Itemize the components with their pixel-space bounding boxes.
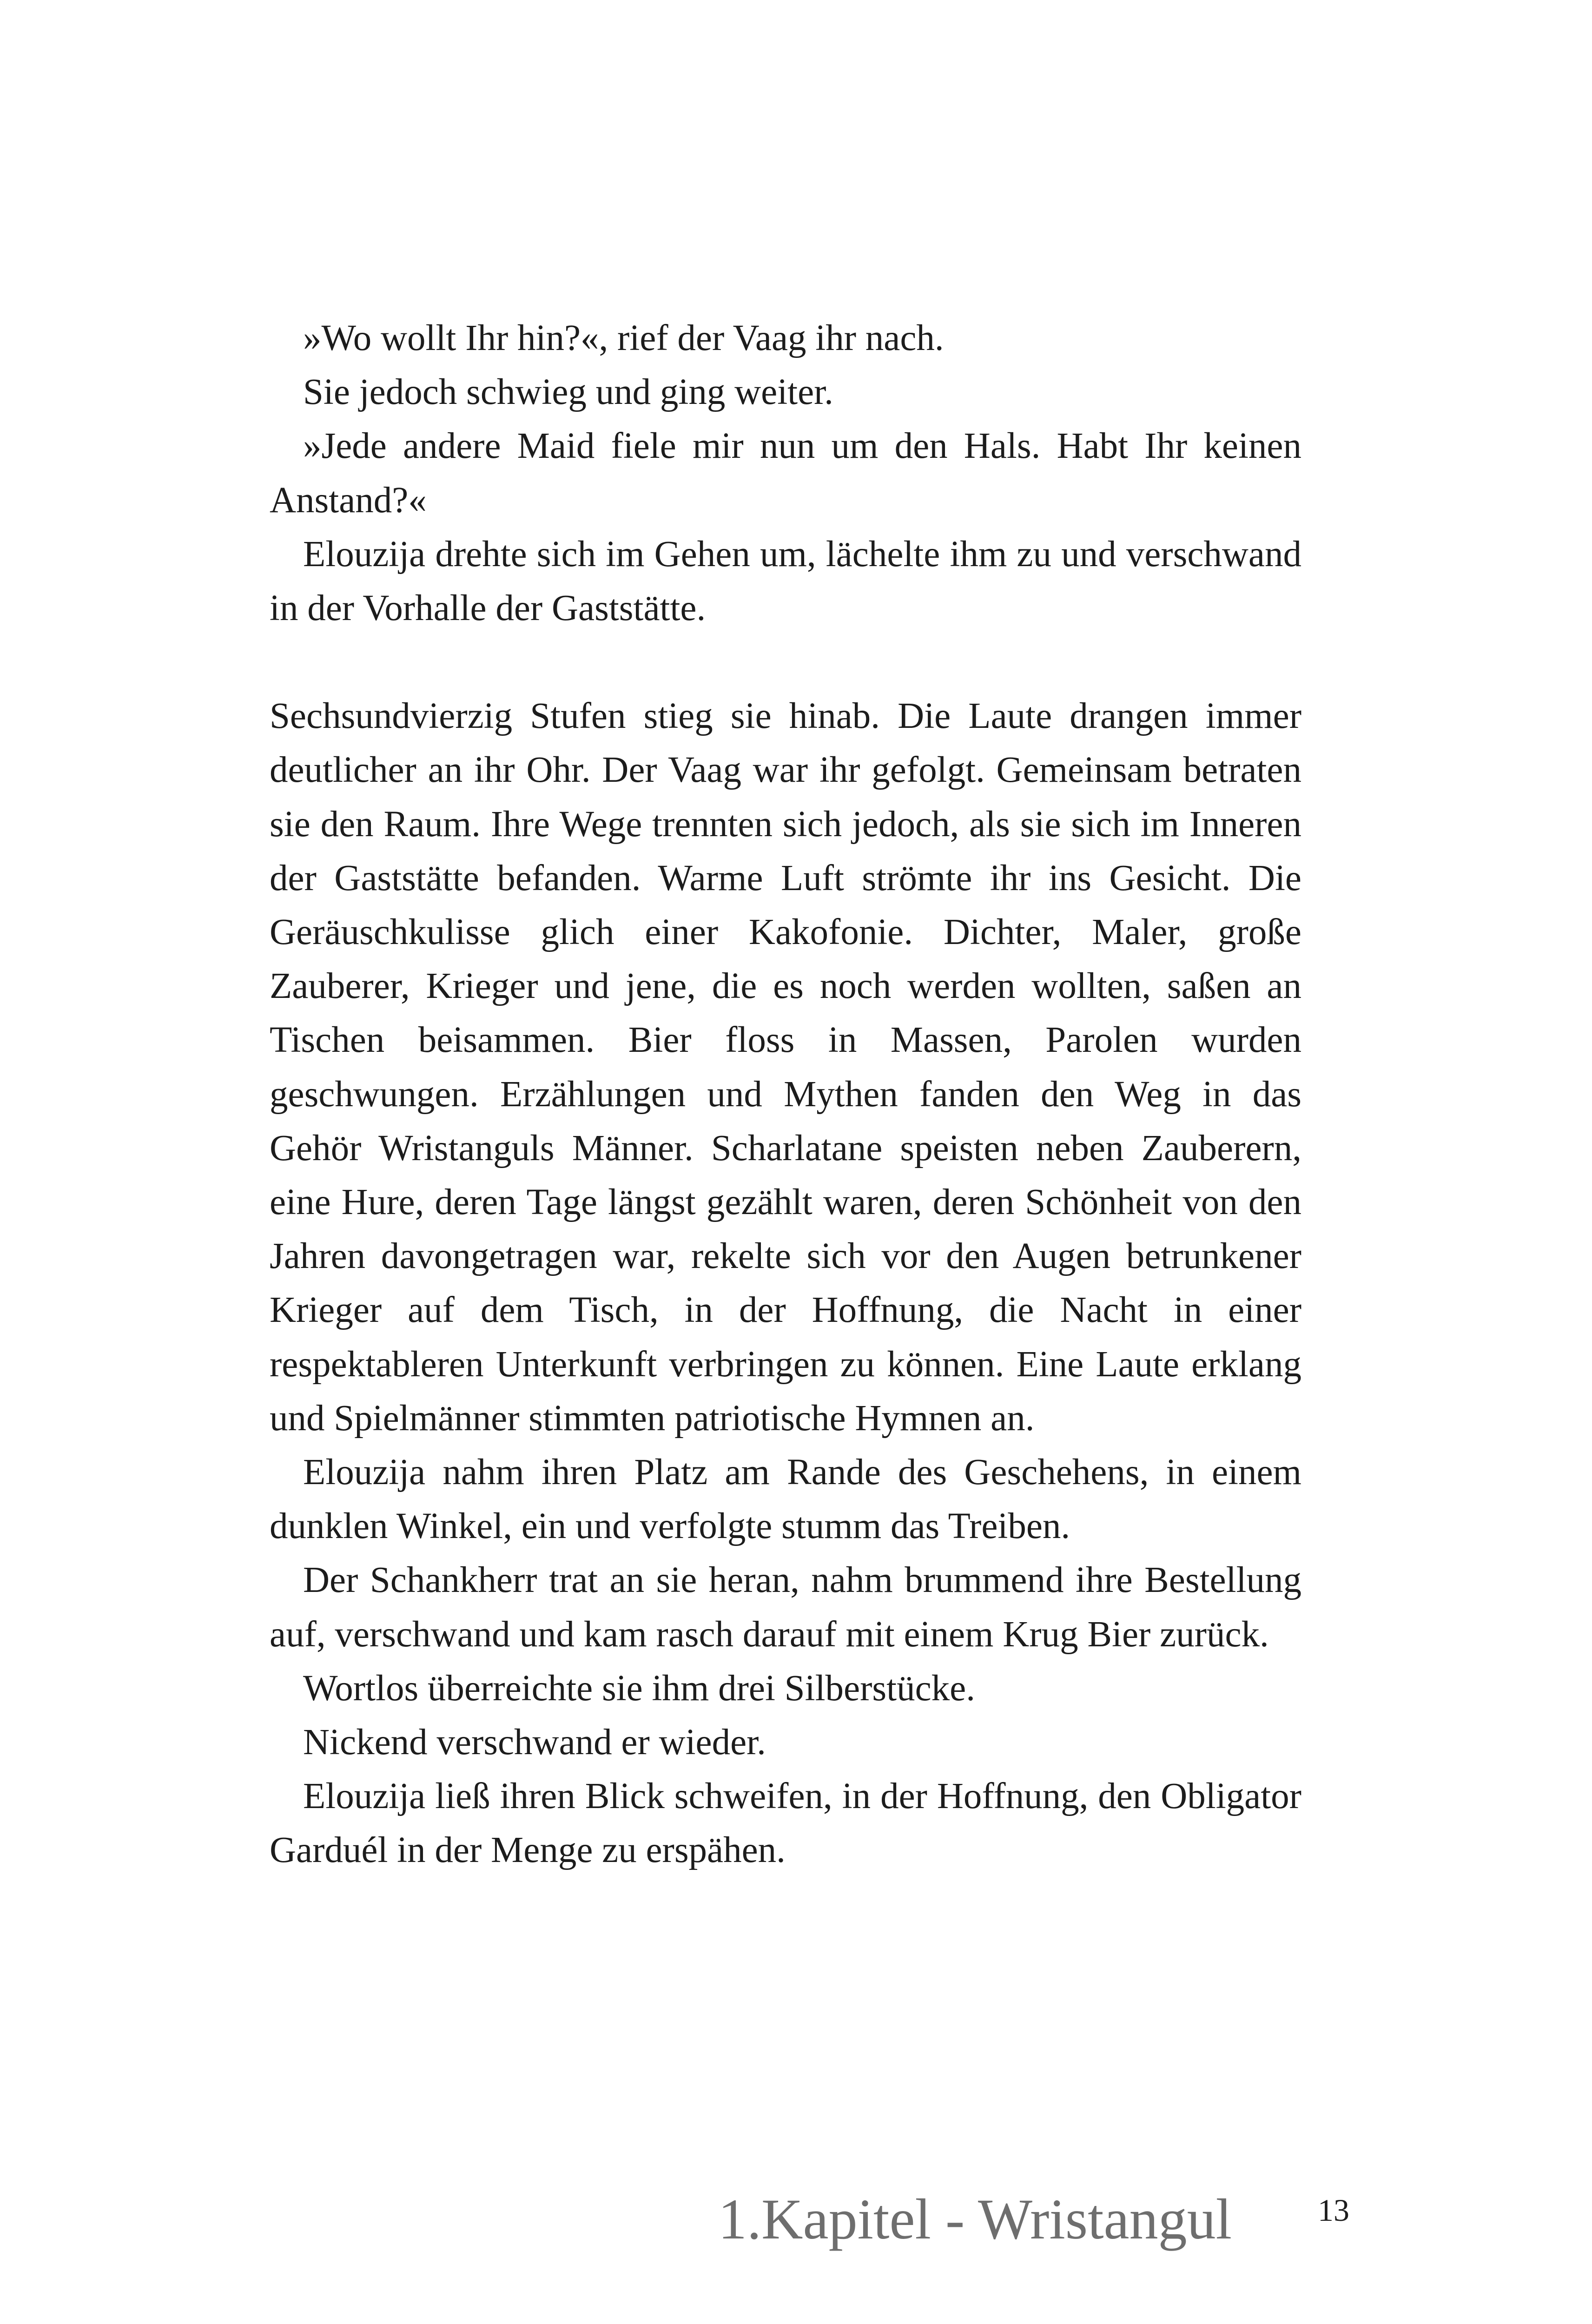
paragraph: Wortlos überreichte sie ihm drei Silberstücke. [303,1668,975,1709]
running-footer-chapter-title: 1.Kapitel - Wristangul [718,2187,1232,2251]
paragraph: »Jede andere Maid fiele mir nun um den Hals. Habt Ihr keinen Anstand?« [270,426,1301,521]
paragraph: Sechsundvierzig Stufen stieg sie hinab. Die Laute drangen immer deutlicher an ihr Ohr. Der Vaag war ihr gefolgt. Gemeinsam betraten sie den Raum. Ihre Wege trennten sich jedoch, als sie sich im Inneren der Gaststätte befanden. Warme Luft strömte ihr ins Gesicht. Die Geräuschkulisse glich einer Kakofonie. Dichter, Maler, große Zauberer, Krieger und jene, die es noch werden wollten, saßen an Tischen beisammen. Bier floss in Massen, Parolen wurden geschwungen. Erzählungen und Mythen fanden den Weg in das Gehör Wristanguls Männer. Scharlatane speisten neben Zauberern, eine Hure, deren Tage längst gezählt waren, deren Schönheit von den Jahren davongetragen war, rekelte sich vor den Augen betrunkener Krieger auf dem Tisch, in der Hoffnung, die Nacht in einer respektableren Unterkunft verbringen zu können. Eine Laute erklang und Spielmänner stimmten patriotische Hymnen an. [270,696,1301,1439]
paragraph: Sie jedoch schwieg und ging weiter. [303,372,833,413]
page-number: 13 [1318,2192,1349,2228]
paragraph: Der Schankherr trat an sie heran, nahm brummend ihre Bestellung auf, verschwand und kam rasch darauf mit einem Krug Bier zurück. [270,1560,1301,1655]
paragraph: Elouzija nahm ihren Platz am Rande des Geschehens, in einem dunklen Winkel, ein und verfolgte stumm das Treiben. [270,1452,1301,1547]
body-text [270,311,1301,1878]
paragraph: »Wo wollt Ihr hin?«, rief der Vaag ihr nach. [303,318,944,358]
paragraph: Elouzija ließ ihren Blick schweifen, in der Hoffnung, den Obligator Garduél in der Menge zu erspähen. [270,1776,1301,1871]
paragraph: Elouzija drehte sich im Gehen um, lächelte ihm zu und verschwand in der Vorhalle der Gaststätte. [270,534,1301,629]
paragraph: Nickend verschwand er wieder. [303,1722,766,1763]
